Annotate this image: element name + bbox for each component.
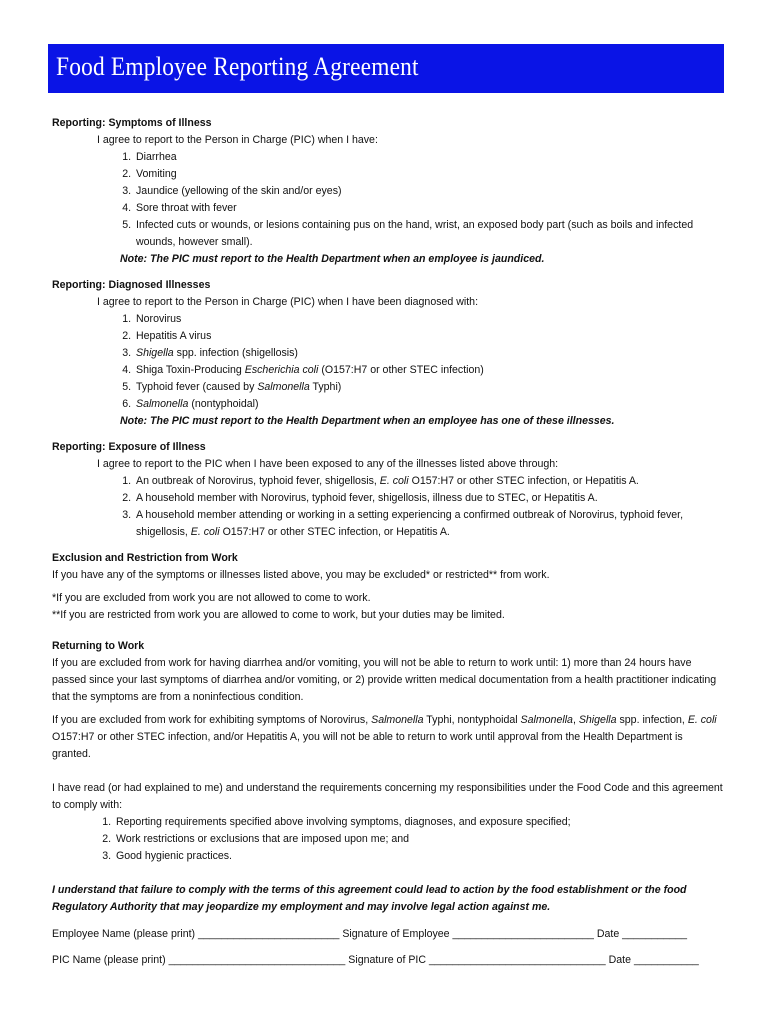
- list-item: [134, 473, 724, 490]
- list-item: 2. Vomiting: [134, 166, 724, 183]
- pic-signature-line[interactable]: PIC Name (please print) ______________________________ Signature of PIC ______________________________ Date ___________: [52, 954, 699, 966]
- exposure-intro: I agree to report to the PIC when I have been exposed to any of the illnesses listed above through:: [97, 458, 559, 470]
- item-text: spp. infection (shigellosis): [173, 347, 298, 359]
- text-run: E. coli: [687, 714, 717, 726]
- restricted-note: **If you are restricted from work you are allowed to come to work, but your duties may be limited.: [52, 609, 505, 621]
- item-organism: Escherichia coli: [244, 364, 319, 376]
- item-text: (nontyphoidal): [188, 398, 259, 410]
- list-item: [134, 379, 724, 396]
- title-banner: [48, 44, 724, 93]
- text-run: Salmonella: [371, 714, 424, 726]
- item-text: O157:H7 or other STEC infection, or Hepatitis A.: [408, 475, 639, 487]
- text-run: If you are excluded from work for exhibiting symptoms of Norovirus,: [52, 714, 372, 726]
- list-item: [134, 311, 724, 328]
- list-item: 3. Jaundice (yellowing of the skin and/or eyes): [134, 183, 724, 200]
- text-run: ,: [572, 714, 579, 726]
- symptoms-heading: Reporting: Symptoms of Illness: [52, 117, 212, 129]
- exposure-heading: Reporting: Exposure of Illness: [52, 441, 206, 453]
- list-item: [134, 507, 724, 541]
- item-organism: Salmonella: [257, 381, 310, 393]
- symptoms-intro: I agree to report to the Person in Charge (PIC) when I have:: [97, 134, 378, 146]
- agreement-statement: I understand that failure to comply with the terms of this agreement could lead to action by the food establishment or the food Regulatory Authority that may jeopardize my employment and may involve legal action against me.: [52, 884, 687, 913]
- list-item: [134, 362, 724, 379]
- list-item: [134, 345, 724, 362]
- text-run: Typhi, nontyphoidal: [423, 714, 521, 726]
- excluded-note: *If you are excluded from work you are not allowed to come to work.: [52, 592, 371, 604]
- returning-paragraph-2: [52, 712, 724, 763]
- acknowledgment-intro: I have read (or had explained to me) and understand the requirements concerning my responsibilities under the Food Code and this agreement to comply with:: [52, 782, 723, 811]
- document-body: [52, 115, 724, 969]
- text-run: O157:H7 or other STEC infection, and/or Hepatitis A, you will not be able to return to work until approval from the Health Department is granted.: [52, 731, 683, 760]
- document-title: Food Employee Reporting Agreement: [56, 52, 419, 81]
- diagnosed-intro: I agree to report to the Person in Charge (PIC) when I have been diagnosed with:: [97, 296, 479, 308]
- exclusion-text: If you have any of the symptoms or illnesses listed above, you may be excluded* or restricted** from work.: [52, 569, 550, 581]
- item-organism: E. coli: [379, 475, 409, 487]
- list-item: 2. Work restrictions or exclusions that are imposed upon me; and: [114, 831, 724, 848]
- diagnosed-list: [52, 311, 724, 413]
- item-organism: E. coli: [190, 526, 220, 538]
- item-text: An outbreak of Norovirus, typhoid fever, shigellosis,: [136, 475, 380, 487]
- item-text: (O157:H7 or other STEC infection): [318, 364, 484, 376]
- exposure-list: [52, 473, 724, 541]
- list-item: [134, 396, 724, 413]
- list-item: 4. Sore throat with fever: [134, 200, 724, 217]
- list-item: [134, 490, 724, 507]
- symptoms-note: Note: The PIC must report to the Health Department when an employee is jaundiced.: [120, 253, 545, 265]
- returning-paragraph-1: If you are excluded from work for having diarrhea and/or vomiting, you will not be able to return to work until: 1) more than 24 hours have passed since your last symptoms of diarrhea and/or vomiting, or 2) provide written medical documentation from a health practitioner indicating that the symptoms are from a noninfectious condition.: [52, 657, 717, 703]
- text-run: spp. infection,: [616, 714, 688, 726]
- returning-heading: Returning to Work: [52, 640, 145, 652]
- acknowledgment-list: [52, 814, 724, 865]
- item-text: Typhoid fever (caused by: [136, 381, 258, 393]
- list-item: [134, 328, 724, 345]
- item-text: O157:H7 or other STEC infection, or Hepatitis A.: [219, 526, 450, 538]
- list-item: 3. Good hygienic practices.: [114, 848, 724, 865]
- item-organism: Salmonella: [136, 398, 189, 410]
- text-run: Salmonella: [520, 714, 573, 726]
- list-item: 1. Reporting requirements specified above involving symptoms, diagnoses, and exposure specified;: [114, 814, 724, 831]
- text-run: Shigella: [578, 714, 617, 726]
- item-text: Shiga Toxin-Producing: [136, 364, 245, 376]
- item-text: Hepatitis A virus: [136, 330, 212, 342]
- item-text: Typhi): [309, 381, 342, 393]
- list-item: 1. Diarrhea: [134, 149, 724, 166]
- exclusion-heading: Exclusion and Restriction from Work: [52, 552, 238, 564]
- symptoms-list: [52, 149, 724, 251]
- diagnosed-note: Note: The PIC must report to the Health Department when an employee has one of these illnesses.: [120, 415, 615, 427]
- employee-signature-line[interactable]: Employee Name (please print) ________________________ Signature of Employee ________________________ Date ___________: [52, 928, 687, 940]
- item-organism: Shigella: [136, 347, 174, 359]
- item-text: Norovirus: [136, 313, 182, 325]
- list-item: 5. Infected cuts or wounds, or lesions containing pus on the hand, wrist, an exposed body part (such as boils and infected wounds, however small).: [134, 217, 724, 251]
- item-text: A household member with Norovirus, typhoid fever, shigellosis, illness due to STEC, or Hepatitis A.: [136, 492, 598, 504]
- diagnosed-heading: Reporting: Diagnosed Illnesses: [52, 279, 211, 291]
- item-text: A household member attending or working in a setting experiencing a confirmed outbreak of Norovirus, typhoid fever, shigellosis,: [136, 509, 684, 538]
